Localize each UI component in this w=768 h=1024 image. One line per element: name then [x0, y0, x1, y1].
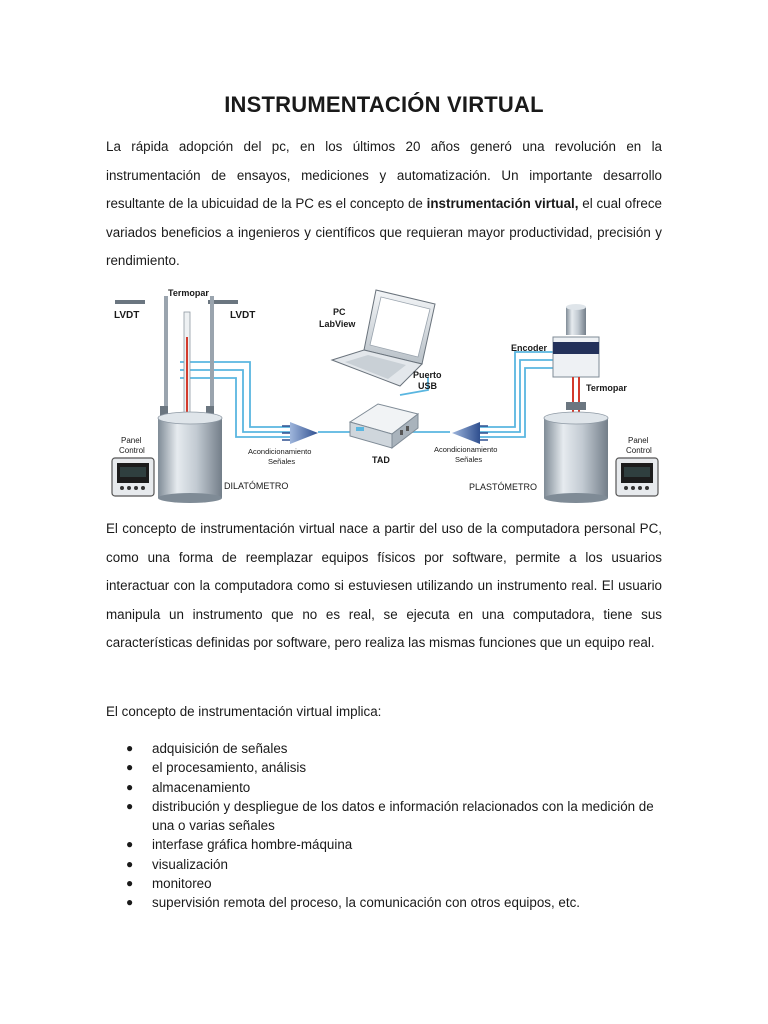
- instrumentation-diagram: [100, 282, 670, 507]
- bullet-icon: ●: [126, 741, 134, 755]
- list-item-text: adquisición de señales: [152, 741, 288, 756]
- intro-paragraph: [106, 133, 662, 276]
- panel-control-right: [616, 458, 658, 496]
- label-termopar-left: Termopar: [168, 288, 209, 298]
- paragraph-implica: El concepto de instrumentación virtual implica:: [106, 704, 382, 719]
- bullet-icon: ●: [126, 876, 134, 891]
- label-labview: LabView: [319, 319, 356, 329]
- bullet-icon: ●: [126, 779, 134, 794]
- list-item: [106, 758, 666, 777]
- list-item: [106, 778, 666, 797]
- label-panel-right: Panel: [628, 436, 649, 445]
- list-item: [106, 797, 666, 836]
- bullet-icon: ●: [126, 837, 134, 852]
- label-lvdt-left: LVDT: [114, 310, 140, 321]
- dilatometer-body: [158, 412, 222, 503]
- label-senales-right: Señales: [455, 455, 483, 464]
- intro-text-start: La rápida adopción del pc, en los últimos 20 años generó una revolución en la instrumentación de ensayos, mediciones y automatización. Un importante desarrollo resultante de la ubicuidad de la PC es el concepto de: [106, 139, 662, 211]
- label-dilatometro: DILATÓMETRO: [224, 481, 289, 491]
- list-item-text: monitoreo: [152, 876, 212, 892]
- list-item: [106, 893, 666, 912]
- bullet-icon: ●: [126, 895, 134, 910]
- document-title: INSTRUMENTACIÓN VIRTUAL: [224, 92, 544, 117]
- list-item: [106, 739, 666, 758]
- plastometer-body: [544, 412, 608, 503]
- label-puerto: Puerto: [413, 370, 442, 380]
- label-control-right: Control: [626, 446, 652, 455]
- intro-bold-term: instrumentación virtual,: [426, 196, 579, 211]
- label-termopar-right: Termopar: [586, 383, 627, 393]
- list-item: [106, 855, 666, 874]
- label-senales-left: Señales: [268, 457, 296, 466]
- panel-control-left: [112, 458, 154, 496]
- label-lvdt-right: LVDT: [230, 310, 256, 321]
- label-tad: TAD: [372, 455, 390, 465]
- label-control-left: Control: [119, 446, 145, 455]
- label-encoder: Encoder: [511, 343, 548, 353]
- list-item-text: interfase gráfica hombre-máquina: [152, 837, 353, 853]
- label-pc: PC: [333, 307, 346, 317]
- tad-device: [350, 404, 418, 448]
- label-panel-left: Panel: [121, 436, 142, 445]
- label-usb: USB: [418, 381, 438, 391]
- label-plastometro: PLASTÓMETRO: [469, 482, 538, 492]
- bullet-icon: ●: [126, 856, 134, 871]
- list-item: [106, 835, 666, 854]
- encoder-device: [553, 304, 599, 413]
- label-acond-right: Acondicionamiento: [434, 445, 498, 454]
- list-item-text: distribución y despliegue de los datos e información relacionados con la medición de una o varias señales: [152, 798, 654, 834]
- paragraph-definition: El concepto de instrumentación virtual nace a partir del uso de la computadora personal PC, como una forma de reemplazar equipos físicos por software, permite a los usuarios interactuar con la computadora como si estuviesen utilizando un instrumento real. El usuario manipula un instrumento que no es real, se ejecuta en una computadora, tiene sus características definidas por software, pero realiza las mismas funciones que un equipo real.: [106, 521, 662, 650]
- list-item-text: visualización: [152, 856, 228, 872]
- implications-list: [106, 739, 666, 913]
- intro-text-end: el cual ofrece variados beneficios a ingenieros y científicos que requieran mayor productividad, precisión y rendimiento.: [106, 196, 662, 268]
- signal-conditioner-left: [282, 422, 318, 444]
- label-acond-left: Acondicionamiento: [248, 447, 312, 456]
- list-item-text: almacenamiento: [152, 779, 251, 795]
- list-item-text: supervisión remota del proceso, la comunicación con otros equipos, etc.: [152, 895, 580, 911]
- bullet-icon: ●: [126, 798, 134, 813]
- bullet-icon: ●: [126, 760, 134, 775]
- list-item-text: el procesamiento, análisis: [152, 760, 307, 776]
- signal-conditioner-right: [452, 422, 488, 444]
- list-item: [106, 874, 666, 893]
